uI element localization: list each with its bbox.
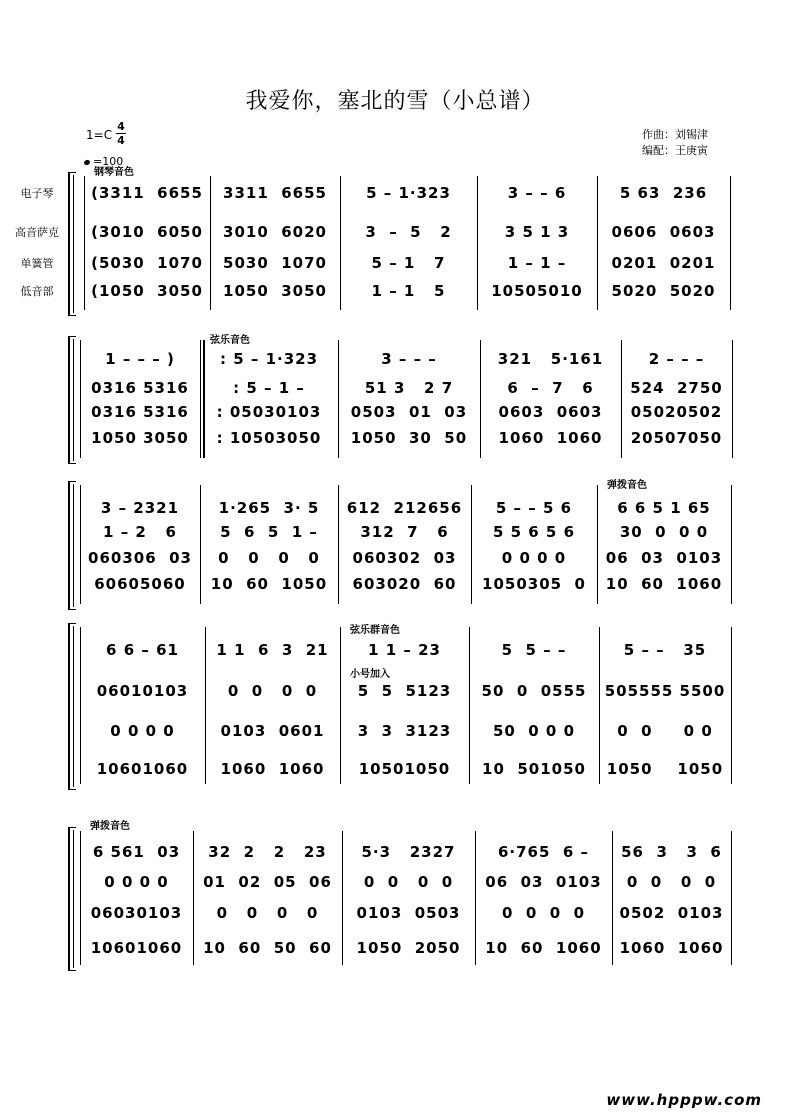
measure-notes: 612 212656 [346,499,463,517]
measure-notes: 2 – – – [648,350,705,368]
measure-notes: 505555 5500 [604,682,726,700]
measure-notes: 1050 2050 [356,939,461,957]
barline [340,627,341,784]
measure-notes: 1 – – – ) [105,350,175,368]
measure-notes: 1060 1060 [220,760,325,778]
barline [80,340,81,458]
system-brace [68,172,76,316]
measure-notes: 5 – 1 7 [371,254,446,272]
barline [731,485,732,604]
measure-notes: 3 3 3123 [357,722,452,740]
measure-notes: (3010 6050 [91,223,203,241]
arranger-credit: 编配：王庚寅 [642,144,708,157]
barline [732,340,733,458]
measure-notes: 524 2750 [630,379,723,397]
measure-notes: 603020 60 [352,575,457,593]
barline [338,340,339,458]
measure-notes: 1050 3050 [223,282,327,300]
instrument-label-keyboard: 电子琴 [20,187,54,200]
measure-notes: 1050 30 50 [350,429,468,447]
measure-notes: : 10503050 [216,429,322,447]
barline [469,627,470,784]
measure-notes: 0503 01 03 [350,403,468,421]
measure-notes: 3010 6020 [223,223,327,241]
measure-notes: : 5 – 1 – [233,379,305,397]
barline [210,176,211,310]
measure-notes: (3311 6655 [91,184,203,202]
measure-notes: 5020 5020 [611,282,716,300]
measure-notes: 1 1 – 23 [368,641,441,659]
measure-notes: 6·765 6 – [497,843,590,861]
measure-notes: 0 0 0 0 [104,873,169,891]
measure-notes: 0 0 0 0 [501,549,567,567]
measure-notes: 10 501050 [482,760,586,778]
measure-notes: 5 – – 5 6 [495,499,573,517]
measure-notes: : 05030103 [216,403,322,421]
measure-notes: 0 0 0 0 [216,904,319,922]
measure-notes: 5 6 5 1 – [220,523,318,541]
measure-notes: 1 – 1 – [507,254,567,272]
measure-notes: 1 1 6 3 21 [216,641,329,659]
measure-notes: 0 0 0 0 [626,873,717,891]
barline [475,831,476,965]
measure-notes: 06 03 0103 [605,549,723,567]
key-signature: 1=C [86,128,113,142]
time-signature-bottom: 4 [117,134,125,147]
measure-notes: 0316 5316 [91,379,189,397]
measure-notes: 321 5·161 [497,350,604,368]
measure-notes: 0 0 0 0 [617,722,713,740]
measure-notes: 06 03 0103 [485,873,602,891]
measure-notes: 0606 0603 [611,223,716,241]
measure-notes: 0316 5316 [91,403,189,421]
instrument-label-bass: 低音部 [20,285,54,298]
measure-notes: 5 5 5123 [357,682,452,700]
system-brace [68,336,76,464]
measure-notes: 10601060 [90,939,183,957]
measure-notes: 05020502 [630,403,723,421]
instrument-label-alto-sax: 高音萨克 [15,226,59,239]
barline [597,485,598,604]
measure-notes: 10601060 [96,760,189,778]
measure-notes: 5030 1070 [223,254,327,272]
measure-notes: 3311 6655 [223,184,327,202]
measure-notes: 5 – 1·323 [366,184,451,202]
measure-notes: 060306 03 [88,549,192,567]
barline [193,831,194,965]
measure-notes: 0502 0103 [619,904,724,922]
barline [599,627,600,784]
measure-notes: (5030 1070 [91,254,203,272]
measure-notes: 5 5 6 5 6 [492,523,576,541]
barline [84,176,85,310]
measure-notes: 10501050 [358,760,451,778]
measure-notes: 60605060 [94,575,186,593]
tempo-value: =100 [93,155,124,168]
instrument-label-clarinet: 单簧管 [20,257,54,270]
barline [80,485,81,604]
barline [731,831,732,965]
measure-notes: 6 6 – 61 [106,641,179,659]
measure-notes: 0 0 0 0 [110,722,175,740]
measure-notes: 3 – – – [381,350,437,368]
time-signature-top: 4 [117,120,125,133]
watermark: www.hpppw.com [606,1091,762,1109]
system-brace [68,481,76,610]
measure-notes: 0 0 0 0 [363,873,454,891]
barline [612,831,613,965]
measure-notes: 6 561 03 [92,843,181,861]
barline [205,627,206,784]
barline [477,176,478,310]
system-brace [68,827,76,971]
measure-notes: 6 – 7 6 [507,379,594,397]
measure-notes: 10 60 1060 [605,575,723,593]
credits [642,127,708,159]
measure-notes: 312 7 6 [360,523,449,541]
barline [80,831,81,965]
timbre-label: 小号加入 [350,669,390,680]
barline [621,340,622,458]
measure-notes: 1 – 1 5 [371,282,446,300]
measure-notes: 0603 0603 [498,403,603,421]
composer-credit: 作曲：刘锡津 [642,128,708,141]
measure-notes: 0 0 0 0 [501,904,586,922]
measure-notes: 30 0 0 0 [619,523,709,541]
barline [340,176,341,310]
measure-notes: 3 5 1 3 [504,223,570,241]
measure-notes: 1050 1050 [606,760,724,778]
barline [80,627,81,784]
measure-notes: 5·3 2327 [361,843,456,861]
measure-notes: 32 2 2 23 [208,843,327,861]
measure-notes: 06010103 [96,682,189,700]
measure-notes: 5 5 – – [501,641,567,659]
measure-notes: 10505010 [491,282,583,300]
system-brace [68,623,76,790]
barline [731,627,732,784]
quarter-note-icon [83,159,90,166]
barline [200,340,201,458]
barline [200,485,201,604]
measure-notes: 060302 03 [352,549,457,567]
timbre-label: 钢琴音色 [94,167,134,178]
barline [342,831,343,965]
measure-notes: 1050305 0 [482,575,586,593]
measure-notes: (1050 3050 [91,282,203,300]
measure-notes: 5 63 236 [619,184,708,202]
time-signature [116,120,126,147]
measure-notes: 3 – 5 2 [365,223,452,241]
measure-notes: 56 3 3 6 [621,843,722,861]
measure-notes: 0201 0201 [611,254,716,272]
timbre-label: 弦乐群音色 [350,625,400,636]
measure-notes: 51 3 2 7 [364,379,454,397]
measure-notes: 3 – – 6 [507,184,567,202]
measure-notes: 50 0 0 0 [492,722,576,740]
measure-notes: 1050 3050 [91,429,189,447]
measure-notes: 1·265 3· 5 [218,499,320,517]
barline [730,176,731,310]
measure-notes: : 5 – 1·323 [219,350,319,368]
measure-notes: 1 – 2 6 [103,523,177,541]
measure-notes: 1060 1060 [619,939,724,957]
score-title: 我爱你，塞北的雪（小总谱） [245,89,545,114]
timbre-label: 弦乐音色 [210,335,250,346]
barline [480,340,481,458]
barline [338,485,339,604]
measure-notes: 1060 1060 [498,429,603,447]
measure-notes: 0 0 0 0 [227,682,318,700]
measure-notes: 0103 0503 [356,904,461,922]
timbre-label: 弹拨音色 [607,480,647,491]
barline [471,485,472,604]
measure-notes: 5 – – 35 [623,641,707,659]
measure-notes: 10 60 50 60 [203,939,332,957]
measure-notes: 20507050 [630,429,723,447]
timbre-label: 弹拨音色 [90,821,130,832]
barline [597,176,598,310]
measure-notes: 10 60 1060 [485,939,602,957]
measure-notes: 6 6 5 1 65 [617,499,711,517]
measure-notes: 50 0 0555 [481,682,587,700]
measure-notes: 01 02 05 06 [203,873,332,891]
measure-notes: 0 0 0 0 [218,549,320,567]
measure-notes: 10 60 1050 [210,575,328,593]
measure-notes: 0103 0601 [220,722,325,740]
measure-notes: 06030103 [90,904,183,922]
measure-notes: 3 – 2321 [100,499,180,517]
